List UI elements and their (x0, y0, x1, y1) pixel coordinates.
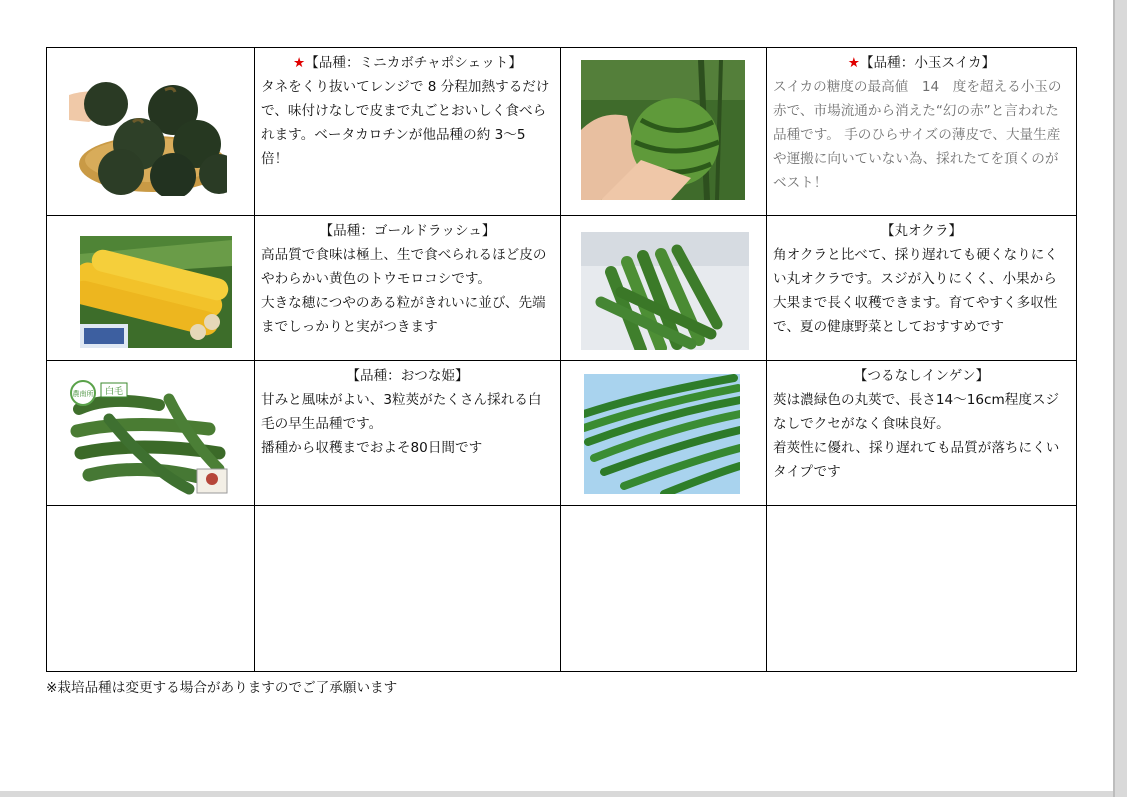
table-row (47, 48, 1077, 216)
description-cell (255, 216, 561, 361)
variety-description: 播種から収穫までおよそ80日間です (261, 440, 483, 456)
variety-title: 【品種：ゴールドラッシュ】 (319, 223, 496, 239)
variety-description: 角オクラと比べて、採り遅れても硬くなりにくい丸オクラです。スジが入りにくく、小果から大果まで長く収穫できます。育てやすく多収性で、夏の健康野菜としておすすめです (773, 247, 1058, 335)
kabocha-squash-photo (69, 60, 227, 196)
variety-title: ★【品種：ミニカボチャポシェット】 (292, 55, 522, 71)
page-edge-bottom (0, 791, 1113, 797)
page-edge-right (1113, 0, 1127, 797)
empty-cell (47, 506, 255, 672)
corn-photo (80, 236, 232, 348)
description-cell (767, 361, 1077, 506)
variety-description: 高品質で食味は極上、生で食べられるほど皮のやわらかい黄色のトウモロコシです。 (261, 247, 547, 287)
image-cell (47, 361, 255, 506)
variety-description: タネをくり抜いてレンジで 8 分程加熱するだけで、味付けなしで皮まで丸ごとおいしく食べられます。ベータカロチンが他品種の約 3〜5 倍！ (261, 79, 550, 167)
svg-text:白毛: 白毛 (104, 387, 124, 397)
variety-title: 【丸オクラ】 (880, 223, 963, 239)
table-row (47, 216, 1077, 361)
variety-description: 莢は濃緑色の丸莢で、長さ14〜16cm程度スジなしでクセがなく食味良好。 (773, 392, 1060, 432)
description-cell (767, 216, 1077, 361)
table-row (47, 361, 1077, 506)
table-row (47, 506, 1077, 672)
variety-title: ★【品種：小玉スイカ】 (847, 55, 996, 71)
edamame-photo (69, 379, 229, 495)
svg-text:農南所: 農南所 (72, 390, 94, 398)
empty-cell (767, 506, 1077, 672)
empty-cell (255, 506, 561, 672)
variety-description: 甘みと風味がよい、3粒莢がたくさん採れる白毛の早生品種です。 (261, 392, 542, 432)
empty-cell (561, 506, 767, 672)
watermelon-photo (581, 60, 745, 200)
description-cell (255, 361, 561, 506)
image-cell (561, 361, 767, 506)
okra-photo (581, 232, 749, 350)
variety-title: 【つるなしインゲン】 (853, 368, 990, 384)
image-cell (561, 216, 767, 361)
description-cell (767, 48, 1077, 216)
variety-description: スイカの糖度の最高値 14 度を超える小玉の赤で、市場流通から消えた“幻の赤”と言われた品種です。 手のひらサイズの薄皮で、大量生産や運搬に向いていない為、採れたてを頂くのがベスト！ (773, 79, 1062, 191)
variety-description: 着莢性に優れ、採り遅れても品質が落ちにくいタイプです (773, 440, 1060, 480)
variety-title: 【品種：おつな姫】 (346, 368, 469, 384)
vegetable-table (46, 47, 1077, 672)
image-cell (561, 48, 767, 216)
star-icon: ★ (292, 55, 306, 71)
variety-description: 大きな穂につやのある粒がきれいに並び、先端までしっかりと実がつきます (261, 295, 546, 335)
footer-note: ※栽培品種は変更する場合がありますのでご了承願います (46, 680, 398, 696)
description-cell (255, 48, 561, 216)
star-icon: ★ (847, 55, 860, 71)
green-bean-photo (584, 374, 740, 494)
image-cell (47, 48, 255, 216)
image-cell (47, 216, 255, 361)
